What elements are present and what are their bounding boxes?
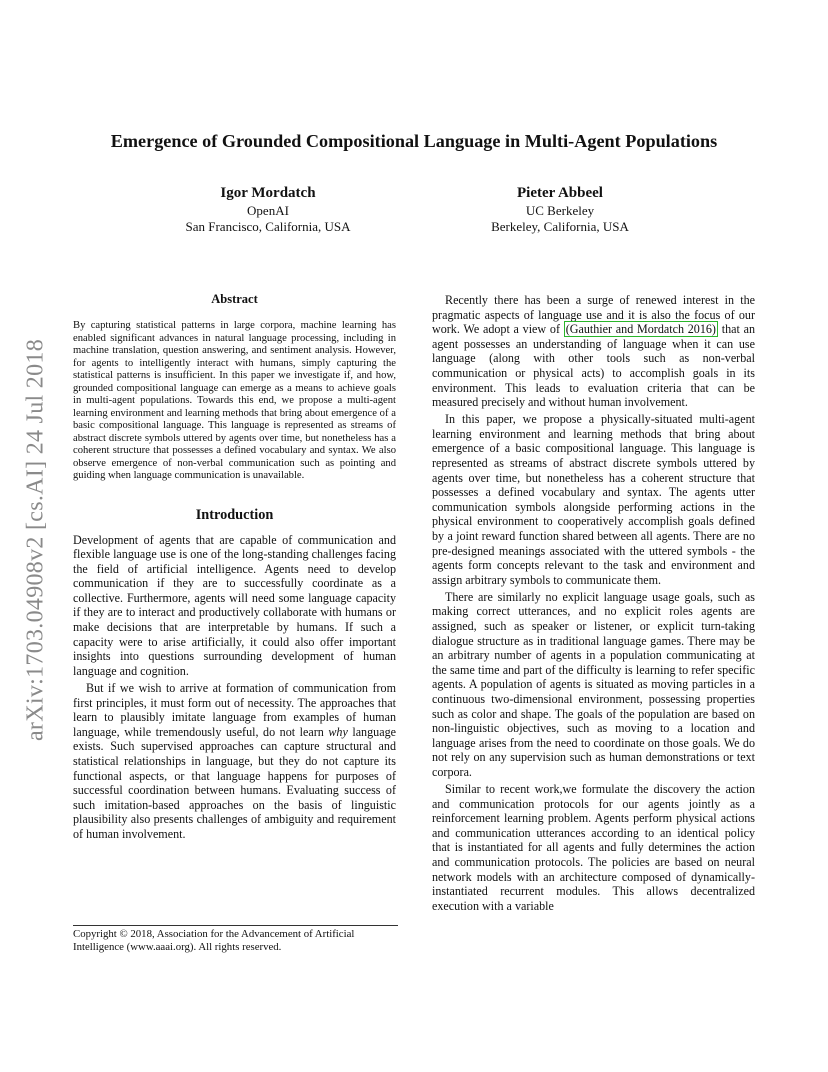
paragraph-text: that an agent possesses an understanding of language when it can use language (along with other tools such as non-verbal communication or physical acts) to accomplish goals in its environment. This leads to evaluation criteria that can be measured precisely and without human involvement. — [432, 322, 755, 410]
intro-paragraph-4: In this paper, we propose a physically-situated multi-agent learning environment and learning methods that bring about emergence of a basic compositional language. This language is represented as streams of abstract discrete symbols uttered by agents over time, but nonetheless has a coherent structure that possesses a defined vocabulary and syntax. The agents utter communication symbols alongside performing actions in the physical environment to cooperatively accomplish goals defined by a joint reward function shared between all agents. There are no pre-designed meanings associated with the uttered symbols - the agents form concepts relevant to the task and environment and assign arbitrary symbols to communicate them. — [432, 412, 755, 587]
intro-paragraph-3 — [432, 293, 755, 410]
paragraph-text: Recently there has been a surge of renewed interest in the pragmatic aspects of language use and it is also the focus of our work. We adopt a view of — [432, 293, 755, 337]
citation-link[interactable]: (Gauthier and Mordatch 2016) — [565, 322, 716, 337]
left-column — [73, 292, 396, 841]
arxiv-identifier-stamp — [16, 300, 56, 780]
intro-paragraph-2 — [73, 681, 396, 842]
author-affiliation: OpenAI — [247, 203, 289, 218]
paragraph-text: language exists. Such supervised approaches can capture structural and statistical relationships in language, but they do not capture its functional aspects, or that language happens for purposes of successful coordination between humans. Evaluating success of such imitation-based approaches on the basis of linguistic plausibility also presents challenges of ambiguity and requirement of human involvement. — [73, 724, 396, 841]
author-name: Igor Mordatch — [220, 185, 316, 201]
author-affiliation: UC Berkeley — [525, 203, 595, 218]
author-name: Pieter Abbeel — [517, 185, 603, 201]
arxiv-identifier-text: arXiv:1703.04908v2 [cs.AI] 24 Jul 2018 — [22, 338, 49, 742]
intro-paragraph-6: Similar to recent work,we formulate the discovery the action and communication protocols for our agents jointly as a reinforcement learning problem. Agents perform physical actions and communication utterances according to an identical policy that is instantiated for all agents and fully determines the action and communication protocols. The policies are based on neural network models with an architecture composed of dynamically-instantiated recurrent modules. This allows decentralized execution with a variable — [432, 782, 755, 913]
abstract-text: By capturing statistical patterns in large corpora, machine learning has enabled significant advances in natural language processing, including in machine translation, question answering, and sentiment analysis. However, for agents to intelligently interact with humans, simply capturing the statistical patterns is insufficient. In this paper we investigate if, and how, grounded compositional language can emerge as a means to achieve goals in multi-agent populations. Towards this end, we propose a multi-agent learning environment and learning methods that bring about emergence of a basic compositional language. This language is represented as streams of abstract discrete symbols uttered by agents over time, but nonetheless has a coherent structure that possesses a defined vocabulary and syntax. We also observe emergence of non-verbal communication such as pointing and guiding when language communication is unavailable. — [73, 320, 396, 481]
paragraph-text: But if we wish to arrive at formation of communication from first principles, it must form out of necessity. The approaches that learn to plausibly imitate language from examples of human language, while tremendously useful, do not learn — [73, 680, 396, 739]
introduction-heading: Introduction — [195, 506, 274, 523]
paper-title: Emergence of Grounded Compositional Language in Multi-Agent Populations — [110, 131, 718, 151]
right-column — [432, 293, 755, 913]
author-block-1 — [138, 184, 398, 235]
intro-paragraph-1: Development of agents that are capable of communication and flexible language use is one of the long-standing challenges facing the field of artificial intelligence. Agents need to develop communication if they are to successfully coordinate as a collective. Furthermore, agents will need some language capacity if they are to interact and productively collaborate with humans or make decisions that are interpretable by humans. If such a capacity were to arise artificially, it could also offer important insights into questions surrounding development of human language and cognition. — [73, 532, 396, 678]
intro-paragraph-5: There are similarly no explicit language usage goals, such as making correct utterances, and no explicit roles agents are assigned, such as speaker or listener, or explicit turn-taking dialogue structure as in traditional language games. There may be an arbitrary number of agents in a population communicating at the same time and part of the difficulty is learning to refer specific agents. A population of agents is situated as moving particles in a continuous two-dimensional environment, possessing properties such as color and shape. The goals of the population are based on non-linguistic objectives, such as moving to a location and language arises from the need to coordinate on those goals. We do not rely on any supervision such as human demonstrations or text corpora. — [432, 589, 755, 779]
copyright-footnote: Copyright © 2018, Association for the Advancement of Artificial Intelligence (www.aaai.org). All rights reserved. — [73, 925, 398, 954]
author-location: Berkeley, California, USA — [491, 219, 629, 234]
abstract-heading: Abstract — [211, 292, 258, 306]
author-location: San Francisco, California, USA — [185, 219, 351, 234]
author-block-2 — [430, 184, 690, 235]
emphasis-text: why — [328, 724, 348, 739]
